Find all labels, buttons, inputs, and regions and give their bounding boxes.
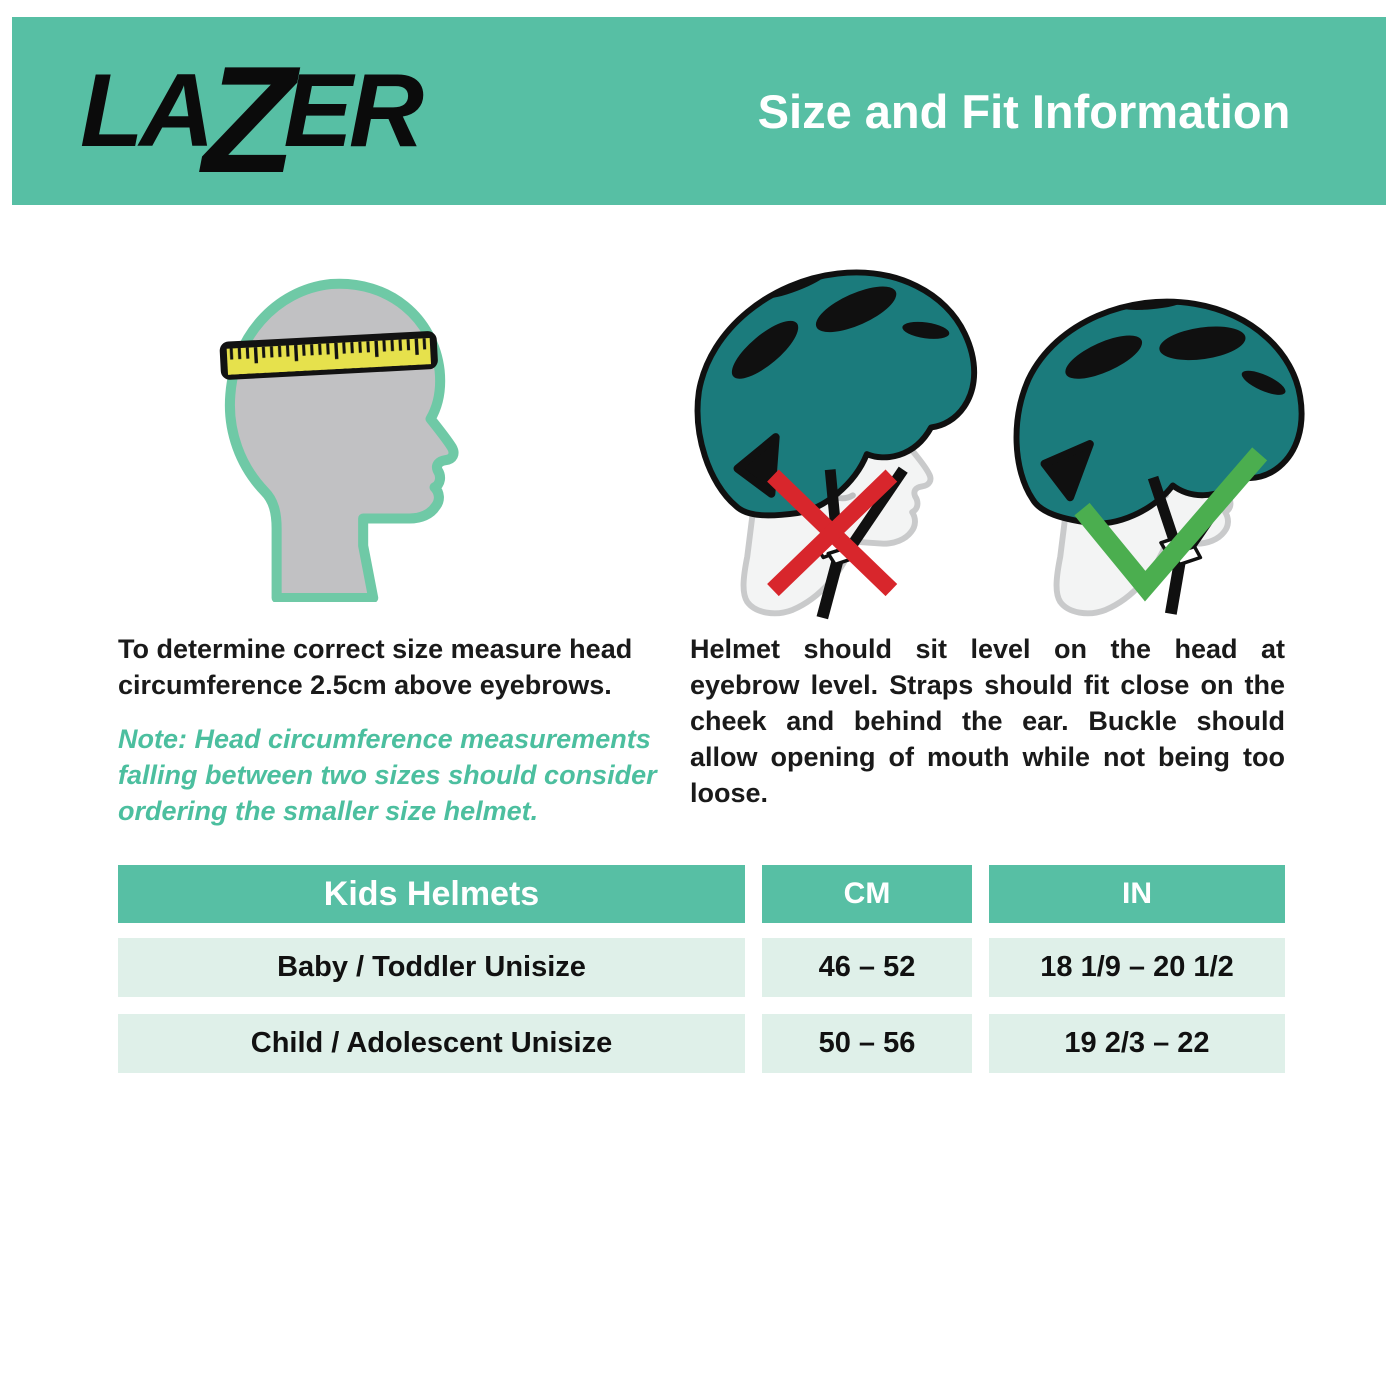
page-title: Size and Fit Information — [757, 84, 1291, 138]
header-kids-helmets: Kids Helmets — [118, 865, 745, 923]
header-in: IN — [989, 865, 1285, 923]
row-in: 19 2/3 – 22 — [989, 1014, 1285, 1073]
head-silhouette — [230, 284, 454, 598]
row-in: 18 1/9 – 20 1/2 — [989, 938, 1285, 997]
table-header-row — [118, 865, 1285, 923]
measure-instructions: To determine correct size measure head circumference 2.5cm above eyebrows. — [118, 634, 633, 700]
row-label: Baby / Toddler Unisize — [118, 938, 745, 997]
brand-logo — [80, 17, 420, 205]
helmet-fit-wrong-illustration — [692, 258, 998, 630]
fit-instructions: Helmet should sit level on the head at eyebrow level. Straps should fit close on the cheek and behind the ear. Buckle should allow opening of mouth while not being too loose. — [690, 634, 1285, 808]
sizing-note: Note: Head circumference measurements falling between two sizes should consider ordering the smaller size helmet. — [118, 724, 657, 826]
row-cm: 50 – 56 — [762, 1014, 972, 1073]
header-cm: CM — [762, 865, 972, 923]
logo-part-z: Z — [202, 35, 292, 205]
row-cm: 46 – 52 — [762, 938, 972, 997]
size-table — [118, 865, 1285, 1073]
table-row — [118, 938, 1285, 997]
header-banner — [12, 17, 1386, 205]
table-row — [118, 1014, 1285, 1073]
row-label: Child / Adolescent Unisize — [118, 1014, 745, 1073]
head-measure-illustration — [212, 278, 464, 602]
logo-part-er: ER — [283, 53, 420, 169]
helmet-fit-correct-illustration — [1005, 258, 1311, 630]
logo-part-la: LA — [80, 53, 211, 169]
